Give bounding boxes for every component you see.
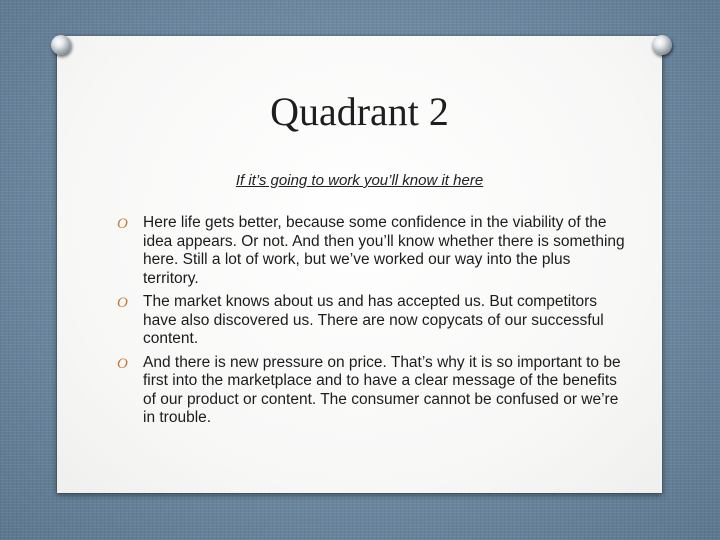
- bullet-text: The market knows about us and has accepted us. But competitors have also discovered us. There are now copycats of our successful content.: [143, 293, 604, 347]
- bullet-marker-icon: O: [117, 295, 128, 311]
- bullet-marker-icon: O: [117, 355, 128, 372]
- bullet-list: [117, 214, 627, 433]
- bullet-item: [117, 354, 627, 428]
- slide-card: [57, 36, 662, 493]
- bullet-marker-icon: O: [117, 216, 128, 232]
- bullet-text: And there is new pressure on price. That’s why it is so important to be first into the marketplace and to have a clear message of the benefits of our product or content. The consumer cannot be confused or we’re in trouble.: [143, 353, 621, 426]
- pushpin-icon: [652, 35, 672, 55]
- slide-title: Quadrant 2: [270, 89, 449, 134]
- slide-subtitle: If it’s going to work you’ll know it here: [235, 172, 484, 189]
- bullet-item: [117, 214, 627, 288]
- bullet-text: Here life gets better, because some confidence in the viability of the idea appears. Or not. And then you’ll know whether there is something here. Still a lot of work, but we’ve worked our way into the plus territory.: [143, 214, 625, 287]
- bullet-item: [117, 293, 627, 349]
- pushpin-icon: [51, 35, 71, 55]
